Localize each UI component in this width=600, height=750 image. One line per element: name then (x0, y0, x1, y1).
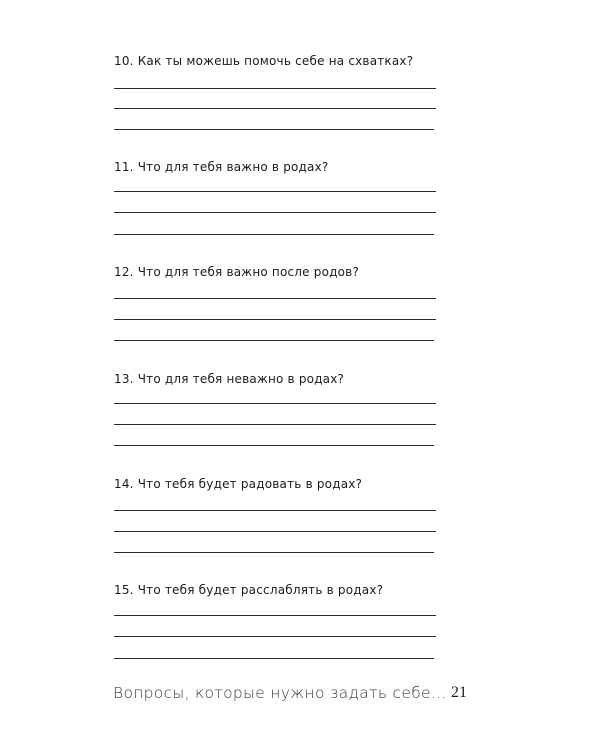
answer-line[interactable] (114, 424, 436, 425)
answer-line[interactable] (114, 340, 434, 341)
answer-line[interactable] (114, 108, 436, 109)
answer-line[interactable] (114, 615, 436, 616)
answer-line[interactable] (114, 552, 434, 553)
question-text: 11. Что для тебя важно в родах? (114, 160, 329, 174)
answer-line[interactable] (114, 234, 434, 235)
question-block-15 (114, 583, 436, 597)
question-text: 13. Что для тебя неважно в родах? (114, 372, 345, 386)
question-text: 14. Что тебя будет радовать в родах? (114, 477, 363, 491)
answer-line[interactable] (114, 658, 434, 659)
answer-line[interactable] (114, 531, 436, 532)
footer-title: Вопросы, которые нужно задать себе... (113, 684, 447, 702)
question-block-11 (114, 160, 436, 174)
question-text: 15. Что тебя будет расслаблять в родах? (114, 583, 384, 597)
page-footer (113, 683, 493, 707)
answer-line[interactable] (114, 636, 436, 637)
answer-line[interactable] (114, 319, 436, 320)
answer-line[interactable] (114, 88, 436, 89)
answer-line[interactable] (114, 445, 434, 446)
answer-line[interactable] (114, 129, 434, 130)
question-block-12 (114, 265, 436, 279)
answer-line[interactable] (114, 298, 436, 299)
question-text: 12. Что для тебя важно после родов? (114, 265, 360, 279)
answer-line[interactable] (114, 403, 436, 404)
page-number: 21 (451, 684, 467, 701)
question-block-10 (114, 54, 436, 68)
question-block-13 (114, 372, 436, 386)
answer-line[interactable] (114, 191, 436, 192)
answer-line[interactable] (114, 510, 436, 511)
question-block-14 (114, 477, 436, 491)
answer-line[interactable] (114, 212, 436, 213)
question-text: 10. Как ты можешь помочь себе на схватках? (114, 54, 414, 68)
